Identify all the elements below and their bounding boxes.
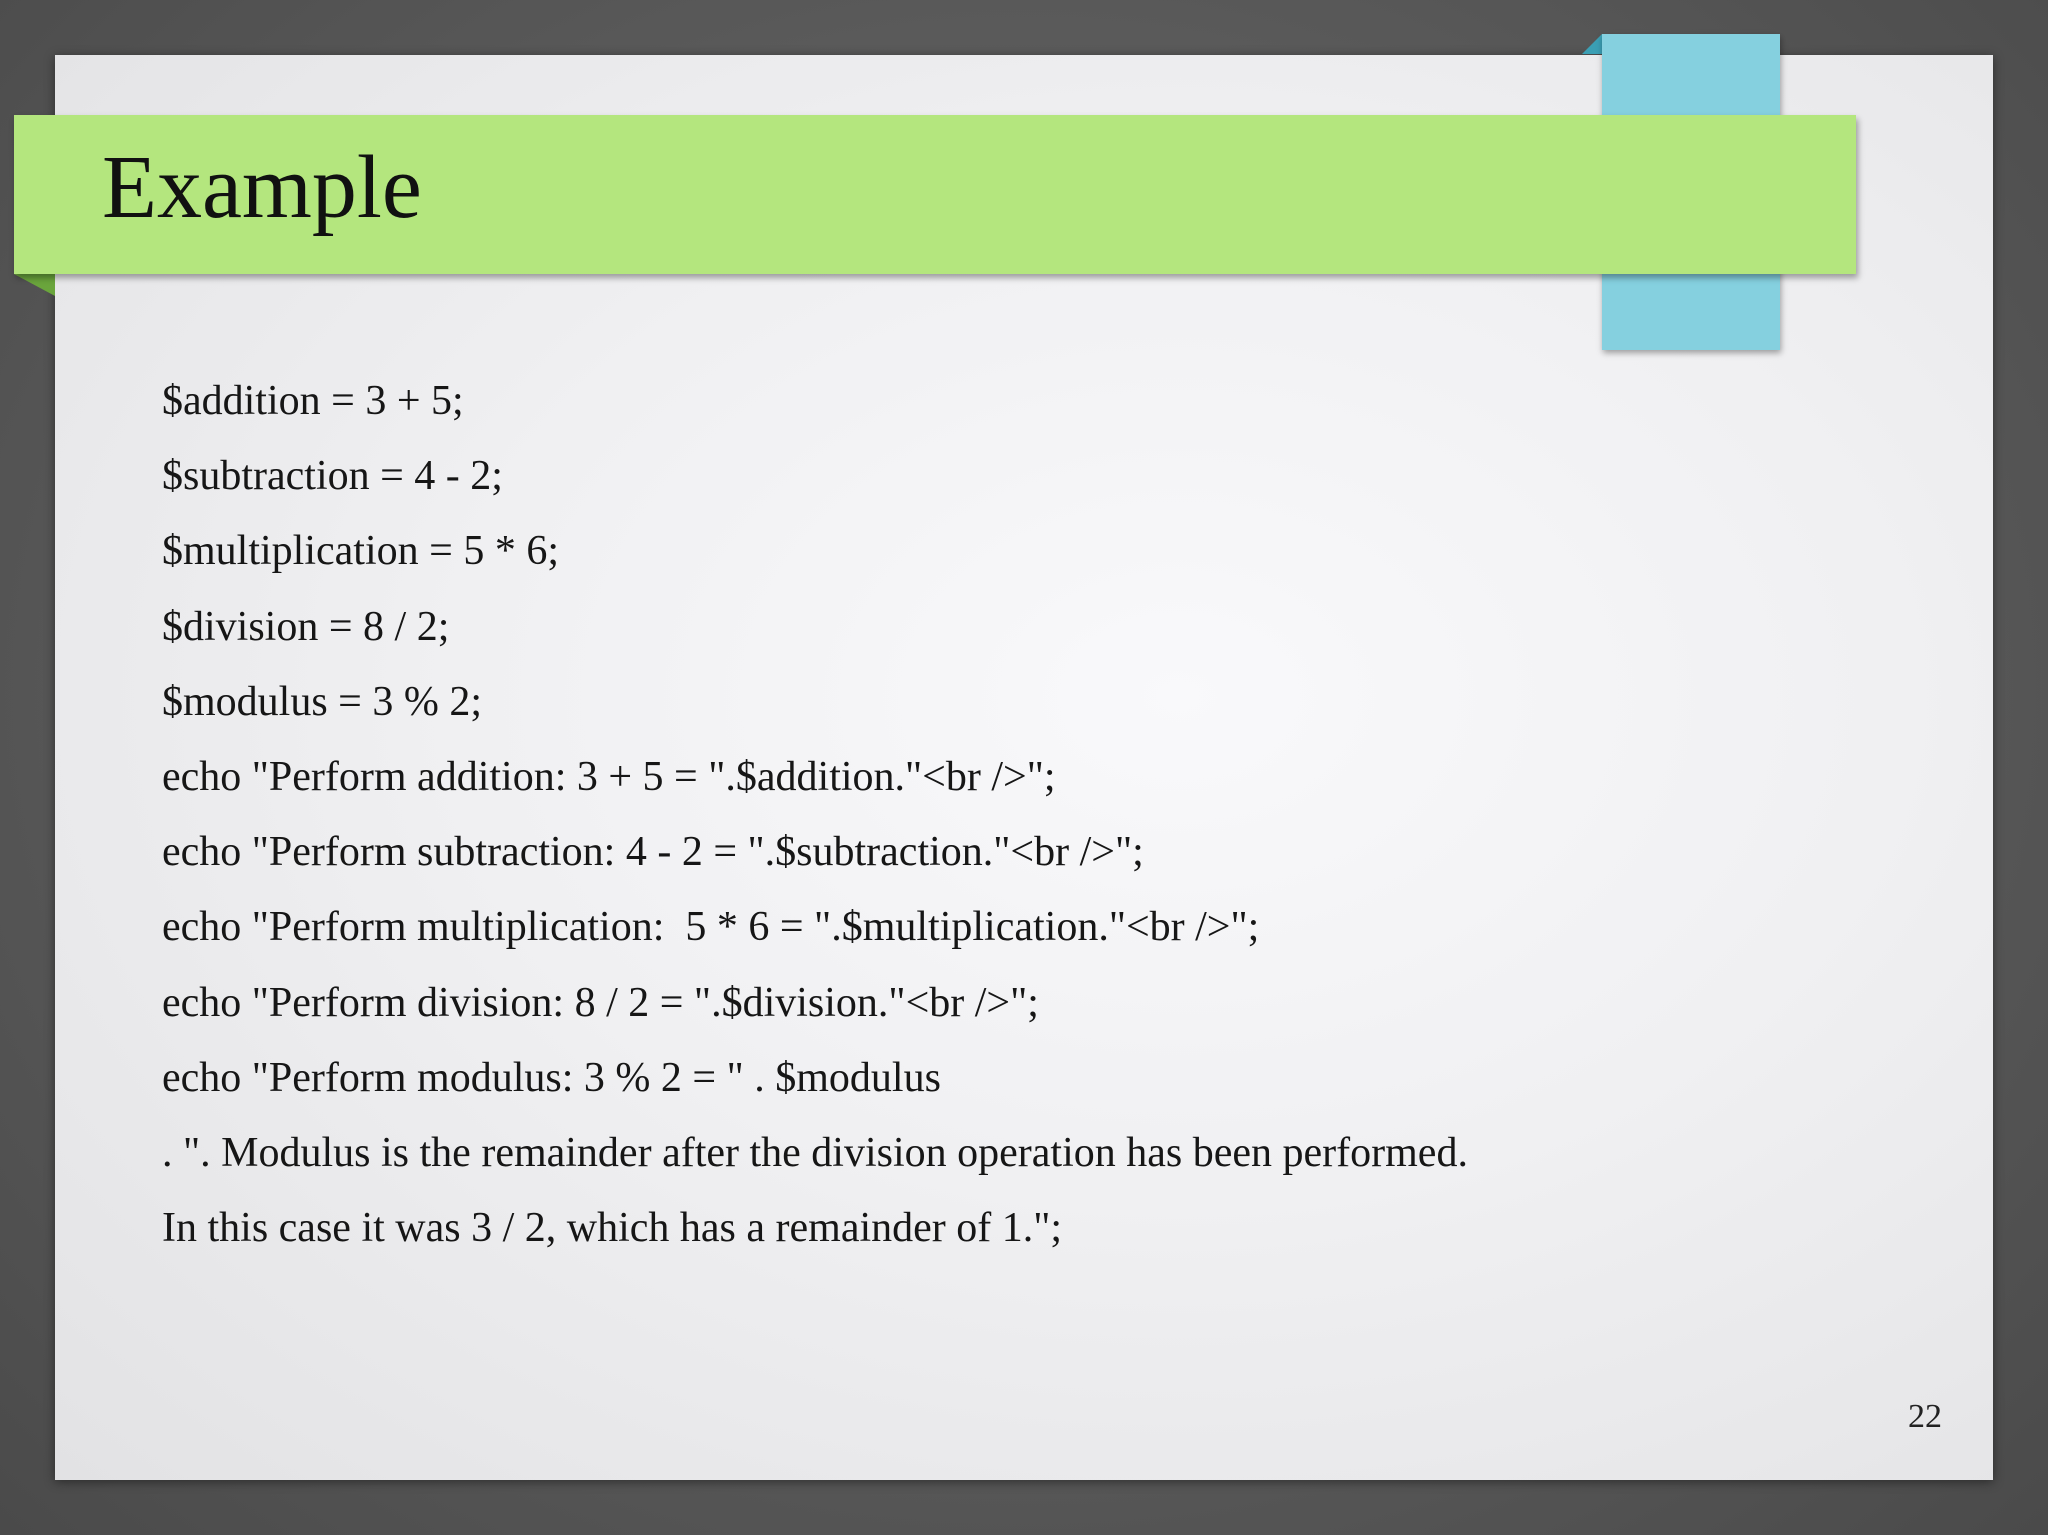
code-body — [162, 364, 1882, 1266]
code-line: $multiplication = 5 * 6; — [162, 528, 559, 575]
code-line: $division = 8 / 2; — [162, 603, 450, 650]
title-bar-fold — [14, 274, 55, 296]
code-line: echo "Perform addition: 3 + 5 = ".$addition."<br />"; — [162, 753, 1056, 800]
accent-tab-fold — [1582, 34, 1602, 54]
code-line: . ". Modulus is the remainder after the division operation has been performed. — [162, 1129, 1468, 1176]
code-line: echo "Perform multiplication: 5 * 6 = ".$multiplication."<br />"; — [162, 904, 1260, 951]
code-line: In this case it was 3 / 2, which has a remainder of 1."; — [162, 1205, 1063, 1252]
code-line: echo "Perform subtraction: 4 - 2 = ".$subtraction."<br />"; — [162, 829, 1144, 876]
code-line: echo "Perform division: 8 / 2 = ".$division."<br />"; — [162, 979, 1039, 1026]
title-bar — [14, 115, 1856, 274]
slide-title: Example — [102, 138, 422, 237]
code-line: echo "Perform modulus: 3 % 2 = " . $modulus — [162, 1054, 941, 1101]
code-line: $modulus = 3 % 2; — [162, 678, 483, 725]
page-number: 22 — [1908, 1398, 1942, 1435]
code-line: $addition = 3 + 5; — [162, 378, 464, 424]
code-line: $subtraction = 4 - 2; — [162, 453, 503, 500]
